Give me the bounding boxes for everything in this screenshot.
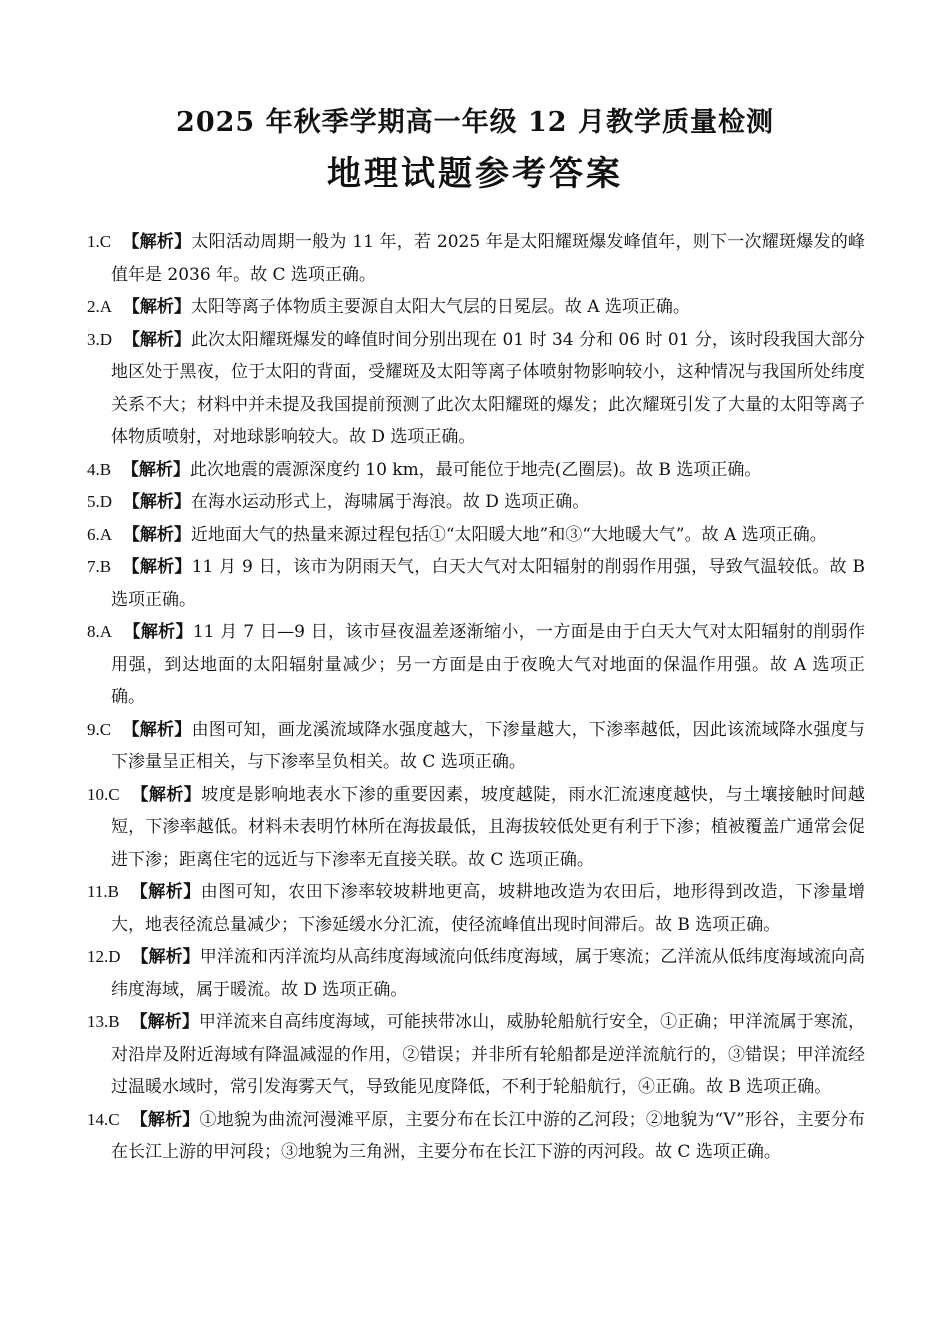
analysis-tag: 【解析】	[122, 492, 191, 512]
analysis-text: 太阳活动周期一般为 11 年，若 2025 年是太阳耀斑爆发峰值年，则下一次耀斑爆发的峰值年是 2036 年。故 C 选项正确。	[111, 232, 866, 285]
answer-item	[87, 226, 865, 291]
answer-number: 7.	[87, 557, 100, 576]
answer-number: 6.	[87, 524, 100, 544]
answer-number: 1.	[87, 232, 100, 251]
answer-item	[87, 324, 865, 454]
analysis-text: 甲洋流和丙洋流均从高纬度海域流向低纬度海域，属于寒流；乙洋流从低纬度海域流向高纬度海域，属于暖流。故 D 选项正确。	[111, 947, 866, 1000]
answer-item	[87, 876, 865, 941]
answer-choice: A	[99, 297, 113, 316]
answer-choice: C	[99, 232, 112, 251]
answer-choice: A	[99, 524, 113, 544]
answer-number: 8.	[87, 622, 100, 641]
answer-number: 11.	[87, 882, 108, 901]
analysis-text: 11 月 7 日—9 日，该市昼夜温差逐渐缩小，一方面是由于白天大气对太阳辐射的削弱作用强，到达地面的太阳辐射量减少；另一方面是由于夜晚大气对地面的保温作用强。故 A 选项正确。	[111, 622, 865, 707]
analysis-tag: 【解析】	[130, 882, 201, 902]
answer-number: 12.	[87, 947, 109, 966]
answer-item	[87, 1104, 865, 1169]
answer-number: 3.	[87, 329, 100, 349]
answer-number: 4.	[87, 459, 100, 479]
analysis-tag: 【解析】	[123, 622, 193, 642]
answer-item	[87, 779, 865, 877]
analysis-text: 近地面大气的热量来源过程包括①“太阳暖大地”和③“大地暖大气”。故 A 选项正确。	[190, 524, 827, 545]
answer-choice: C	[108, 784, 120, 804]
answer-list	[87, 226, 865, 1169]
answer-item	[87, 714, 865, 779]
analysis-text: 由图可知，画龙溪流域降水强度越大，下渗量越大，下渗率越低，因此该流域降水强度与下渗量呈正相关，与下渗率呈负相关。故 C 选项正确。	[111, 719, 866, 772]
analysis-text: 在海水运动形式上，海啸属于海浪。故 D 选项正确。	[190, 492, 590, 512]
answer-item	[87, 1006, 865, 1104]
answer-item	[87, 291, 865, 324]
analysis-text: 太阳等离子体物质主要源自太阳大气层的日冕层。故 A 选项正确。	[190, 297, 690, 317]
analysis-tag: 【解析】	[131, 784, 202, 805]
answer-number: 2.	[87, 297, 100, 316]
analysis-tag: 【解析】	[130, 1109, 200, 1130]
answer-number: 10.	[87, 784, 109, 804]
answer-choice: D	[108, 947, 121, 966]
answer-item	[87, 486, 865, 519]
answer-choice: B	[99, 557, 112, 576]
analysis-text: 此次地震的震源深度约 10 km，最可能位于地壳(乙圈层)。故 B 选项正确。	[189, 459, 762, 480]
answer-choice: B	[107, 882, 119, 901]
answer-item	[87, 454, 865, 487]
answer-choice: D	[99, 492, 113, 511]
analysis-text: 甲洋流来自高纬度海域，可能挟带冰山，威胁轮船航行安全，①正确；甲洋流属于寒流，对沿岸及附近海域有降温减湿的作用，②错误；并非所有轮船都是逆洋流航行的，③错误；甲洋流经过温暖水域时，常引发海雾天气，导致能见度降低，不利于轮船航行，④正确。故 B 选项正确。	[111, 1012, 866, 1097]
answer-number: 13.	[87, 1012, 109, 1031]
answer-item	[87, 616, 865, 714]
analysis-text: ①地貌为曲流河漫滩平原，主要分布在长江中游的乙河段；②地貌为“V”形谷，主要分布在长江上游的甲河段；③地貌为三角洲，主要分布在长江下游的丙河段。故 C 选项正确。	[111, 1109, 866, 1162]
analysis-tag: 【解析】	[122, 719, 192, 740]
exam-title: 2025 年秋季学期高一年级 12 月教学质量检测	[176, 107, 774, 138]
analysis-text: 由图可知，农田下渗率较坡耕地更高，坡耕地改造为农田后，地形得到改造，下渗量增大，地表径流总量减少；下渗延缓水分汇流，使径流峰值出现时间滞后。故 B 选项正确。	[111, 882, 866, 935]
answer-choice: A	[99, 622, 113, 641]
analysis-tag: 【解析】	[122, 557, 192, 577]
analysis-tag: 【解析】	[130, 1012, 199, 1032]
analysis-tag: 【解析】	[122, 232, 192, 252]
answer-number: 14.	[87, 1109, 109, 1129]
answer-number: 9.	[87, 719, 100, 739]
analysis-tag: 【解析】	[122, 524, 191, 545]
analysis-text: 坡度是影响地表水下渗的重要因素，坡度越陡，雨水汇流速度越快，与土壤接触时间越短，下渗率越低。材料未表明竹林所在海拔最低，且海拔较低处更有利于下渗；植被覆盖广通常会促进下渗；距离住宅的远近与下渗率无直接关联。故 C 选项正确。	[111, 784, 865, 870]
answer-item	[87, 519, 865, 552]
analysis-tag: 【解析】	[121, 459, 190, 480]
analysis-text: 11 月 9 日，该市为阴雨天气，白天大气对太阳辐射的削弱作用强，导致气温较低。故 B 选项正确。	[111, 557, 865, 610]
analysis-tag: 【解析】	[122, 329, 191, 350]
answer-item	[87, 551, 865, 616]
answer-choice: D	[99, 329, 113, 349]
answer-number: 5.	[87, 492, 100, 511]
analysis-tag: 【解析】	[122, 297, 191, 317]
analysis-text: 此次太阳耀斑爆发的峰值时间分别出现在 01 时 34 分和 06 时 01 分，该时段我国大部分地区处于黑夜，位于太阳的背面，受耀斑及太阳等离子体喷射物影响较小，这种情况与我国所处纬度关系不大；材料中并未提及我国提前预测了此次太阳耀斑的爆发；此次耀斑引发了大量的太阳等离子体物质喷射，对地球影响较大。故 D 选项正确。	[111, 329, 866, 447]
answer-choice: C	[108, 1109, 120, 1129]
analysis-tag: 【解析】	[131, 947, 200, 967]
answer-choice: B	[108, 1012, 120, 1031]
answer-choice: C	[99, 719, 112, 739]
answer-item	[87, 941, 865, 1006]
page-title: 地理试题参考答案	[327, 154, 623, 194]
answer-choice: B	[99, 459, 112, 479]
